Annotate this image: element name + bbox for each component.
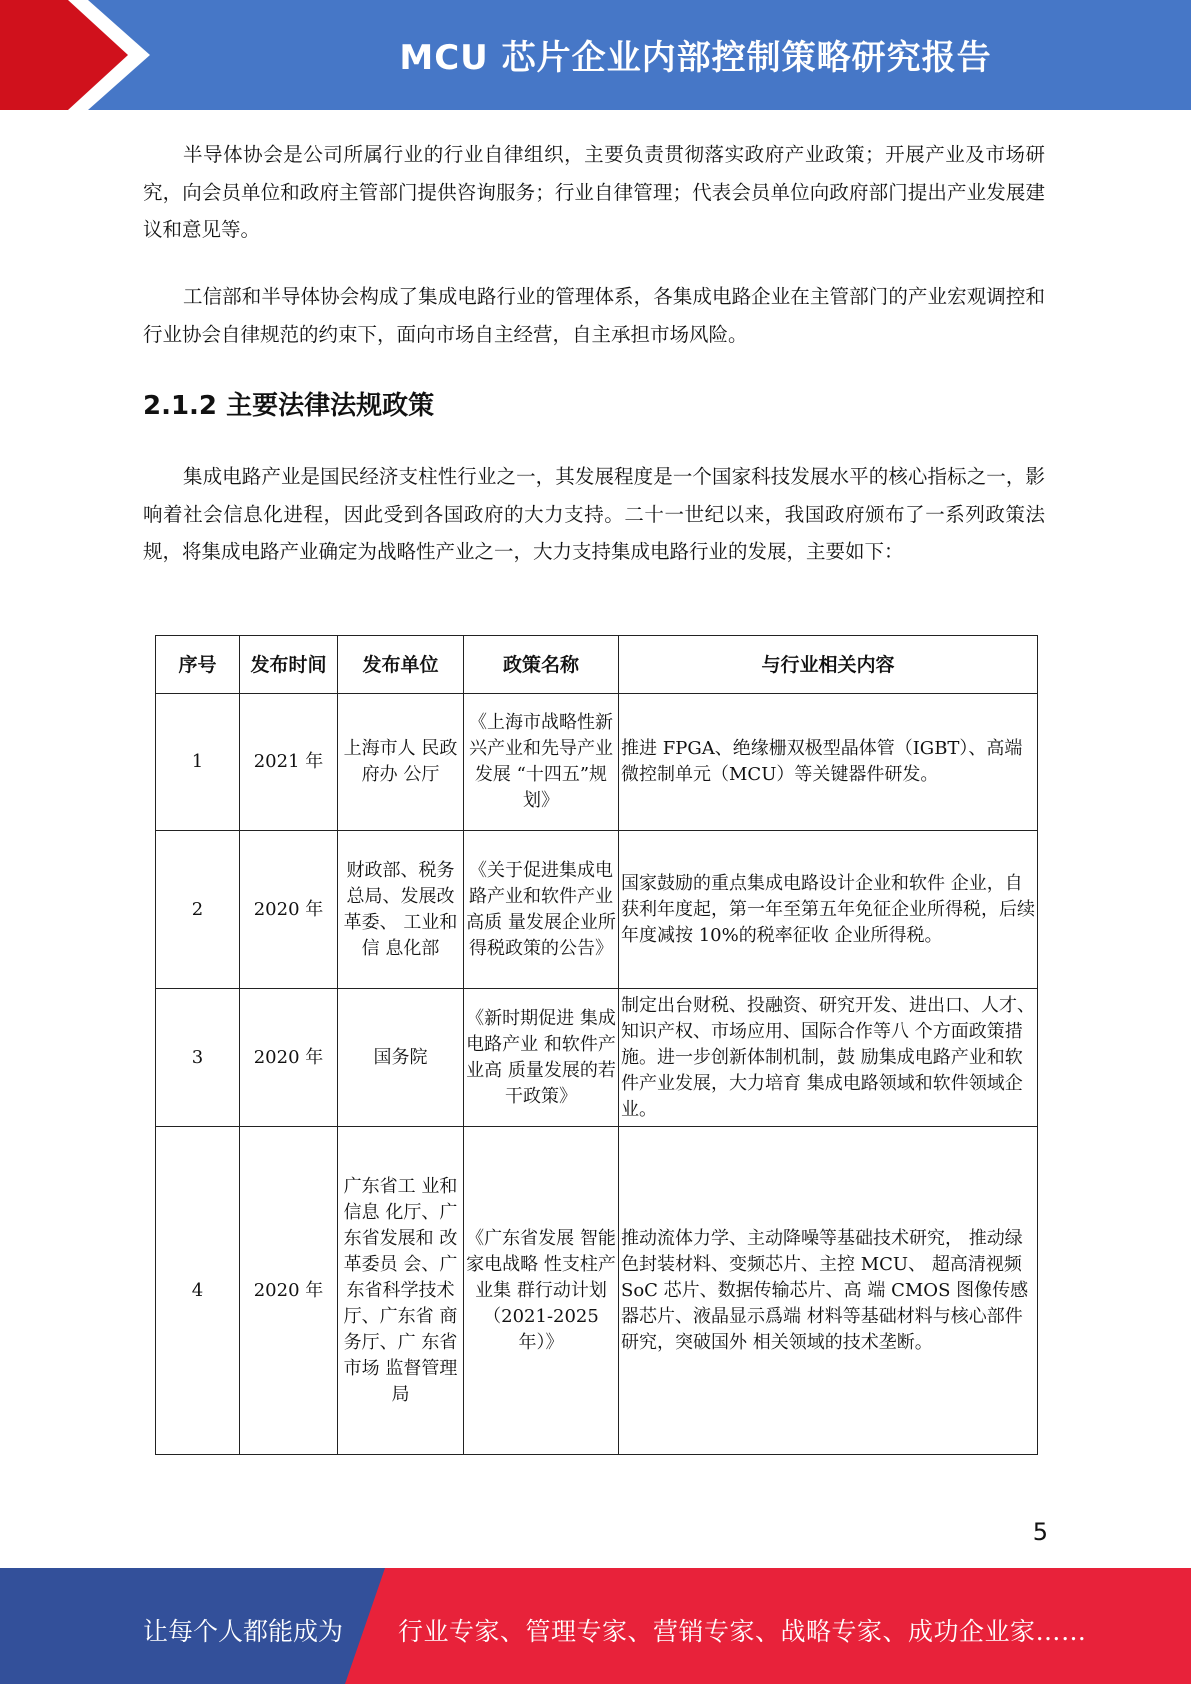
header-issuer: 发布单位: [338, 636, 464, 694]
header-content: 与行业相关内容: [619, 636, 1038, 694]
cell-time: 2021 年: [240, 694, 338, 831]
cell-policy: 《上海市战略性新兴产业和先导产业发展 “十四五”规划》: [464, 694, 619, 831]
footer-slogan-right: 行业专家、管理专家、营销专家、战略专家、成功企业家……: [398, 1617, 1087, 1646]
cell-content: 推动流体力学、主动降噪等基础技术研究， 推动绿色封装材料、变频芯片、主控 MCU、 超高清视频 SoC 芯片、数据传输芯片、高 端 CMOS 图像传感器芯片、液晶显示爲端 材料等基础材料与核心部件研究，突破国外 相关领域的技术垄断。: [619, 1127, 1038, 1455]
table-row: [156, 831, 1038, 989]
cell-issuer: 国务院: [338, 989, 464, 1127]
cell-issuer: 财政部、税务总局、发展改革委、 工业和信 息化部: [338, 831, 464, 989]
cell-no: 4: [156, 1127, 240, 1455]
paragraph-management-system: 工信部和半导体协会构成了集成电路行业的管理体系，各集成电路企业在主管部门的产业宏观调控和行业协会自律规范的约束下，面向市场自主经营，自主承担市场风险。: [143, 285, 1045, 346]
cell-content: 国家鼓励的重点集成电路设计企业和软件 企业，自获利年度起，第一年至第五年免征企业所得税，后续年度减按 10%的税率征收 企业所得税。: [619, 831, 1038, 989]
header-policy: 政策名称: [464, 636, 619, 694]
policy-table: [155, 635, 1038, 1455]
cell-time: 2020 年: [240, 1127, 338, 1455]
cell-content: 制定出台财税、投融资、研究开发、进出口、人才、知识产权、市场应用、国际合作等八 个方面政策措施。进一步创新体制机制，鼓 励集成电路产业和软件产业发展，大力培育 集成电路领域和软件领域企业。: [619, 989, 1038, 1127]
paragraph-industry-intro: 集成电路产业是国民经济支柱性行业之一，其发展程度是一个国家科技发展水平的核心指标之一，影响着社会信息化进程，因此受到各国政府的大力支持。二十一世纪以来，我国政府颁布了一系列政策法规，将集成电路产业确定为战略性产业之一，大力支持集成电路行业的发展，主要如下：: [143, 465, 1045, 563]
cell-content: 推进 FPGA、绝缘栅双极型晶体管（IGBT）、高端微控制单元（MCU）等关键器件研发。: [619, 694, 1038, 831]
page-number: 5: [1032, 1518, 1048, 1546]
section-heading: 2.1.2 主要法律法规政策: [143, 391, 435, 421]
table-row: [156, 694, 1038, 831]
cell-issuer: 广东省工 业和信息 化厅、广东省发展和 改革委员 会、广东省科学技术 厅、广东省 商务厅、广 东省市场 监督管理 局: [338, 1127, 464, 1455]
cell-time: 2020 年: [240, 831, 338, 989]
paragraph-association: 半导体协会是公司所属行业的行业自律组织，主要负责贯彻落实政府产业政策；开展产业及市场研究，向会员单位和政府主管部门提供咨询服务；行业自律管理；代表会员单位向政府部门提出产业发展建议和意见等。: [143, 143, 1045, 241]
cell-policy: 《广东省发展 智能家电战略 性支柱产业集 群行动计划（2021-2025 年）》: [464, 1127, 619, 1455]
table-row: [156, 1127, 1038, 1455]
cell-policy: 《新时期促进 集成电路产业 和软件产业高 质量发展的若 干政策》: [464, 989, 619, 1127]
header-time: 发布时间: [240, 636, 338, 694]
cell-time: 2020 年: [240, 989, 338, 1127]
cell-no: 2: [156, 831, 240, 989]
table-header-row: [156, 636, 1038, 694]
table-row: [156, 989, 1038, 1127]
cell-policy: 《关于促进集成电路产业和软件产业高质 量发展企业所 得税政策的公告》: [464, 831, 619, 989]
footer-slogan-left: 让每个人都能成为: [143, 1617, 344, 1646]
cell-issuer: 上海市人 民政府办 公厅: [338, 694, 464, 831]
report-title: MCU 芯片企业内部控制策略研究报告: [399, 38, 992, 78]
header-no: 序号: [156, 636, 240, 694]
header-arrow-logo: [0, 0, 160, 110]
cell-no: 3: [156, 989, 240, 1127]
cell-no: 1: [156, 694, 240, 831]
